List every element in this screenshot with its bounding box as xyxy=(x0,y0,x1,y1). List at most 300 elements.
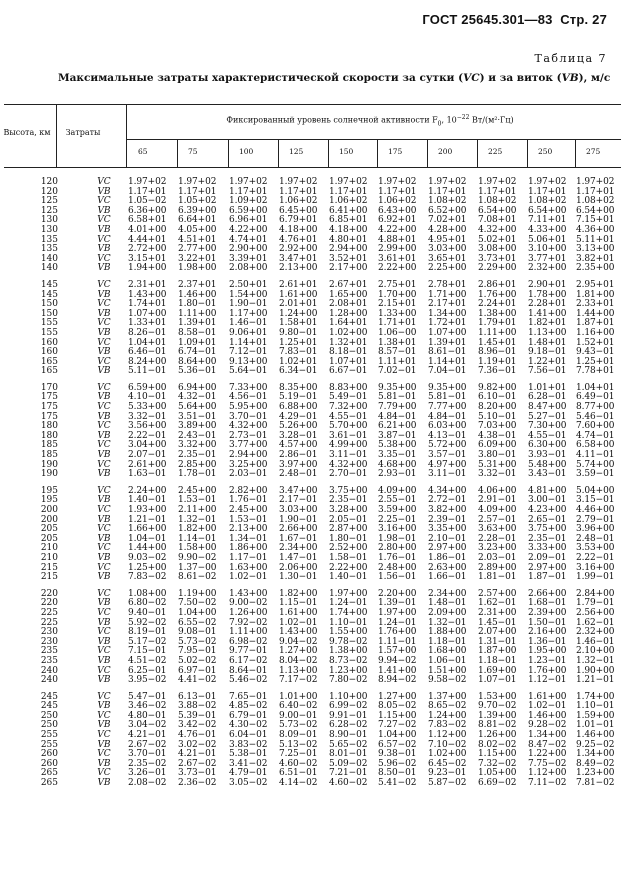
value-cell: 2.06+00 xyxy=(279,562,318,573)
value-cell: 3.56+00 xyxy=(128,421,167,432)
value-cell: 1.76−01 xyxy=(229,495,268,506)
value-cell: 4.88+01 xyxy=(378,234,417,245)
value-cell: 4.21−01 xyxy=(178,749,217,760)
altitude-cell: 185 xyxy=(40,440,58,451)
value-cell: 2.22−01 xyxy=(128,430,167,441)
value-cell: 2.86−01 xyxy=(279,450,318,461)
level-divider xyxy=(427,140,428,168)
value-cell: 2.10−01 xyxy=(428,533,467,544)
value-cell: 1.97+00 xyxy=(329,588,368,599)
value-cell: 3.82+01 xyxy=(576,253,615,264)
value-cell: 9.38−01 xyxy=(378,749,417,760)
value-cell: 5.73−02 xyxy=(279,720,318,731)
value-cell: 2.80+00 xyxy=(378,543,417,554)
table-header xyxy=(0,104,629,168)
value-cell: 2.03−01 xyxy=(478,552,517,563)
value-cell: 2.31+00 xyxy=(478,607,517,618)
value-cell: 4.60−02 xyxy=(329,778,368,789)
value-cell: 3.47+00 xyxy=(279,485,318,496)
value-cell: 6.09+00 xyxy=(478,440,517,451)
table-number: Таблица 7 xyxy=(534,52,607,65)
altitude-cell: 130 xyxy=(40,215,58,226)
altitude-cell: 175 xyxy=(40,392,58,403)
value-cell: 6.79−01 xyxy=(229,710,268,721)
value-cell: 4.55−01 xyxy=(329,411,368,422)
value-cell: 2.43−01 xyxy=(178,430,217,441)
value-cell: 1.44+00 xyxy=(128,543,167,554)
value-cell: 4.74−01 xyxy=(576,430,615,441)
altitude-cell: 175 xyxy=(40,402,58,413)
value-cell: 2.09−01 xyxy=(528,552,567,563)
value-cell: 3.23+00 xyxy=(478,543,517,554)
altitude-cell: 125 xyxy=(40,196,58,207)
value-cell: 4.05+00 xyxy=(178,224,217,235)
value-cell: 2.89+00 xyxy=(478,562,517,573)
altitude-cell: 255 xyxy=(40,730,58,741)
value-cell: 8.94−02 xyxy=(378,675,417,686)
altitude-cell: 225 xyxy=(40,607,58,618)
value-cell: 2.35−01 xyxy=(528,533,567,544)
cost-cell: VC xyxy=(97,710,111,721)
value-cell: 5.11−01 xyxy=(128,366,167,377)
value-cell: 6.46−01 xyxy=(128,347,167,358)
value-cell: 6.79+01 xyxy=(279,215,318,226)
group-units: Вт/(м²·Гц) xyxy=(469,115,514,125)
value-cell: 2.77+00 xyxy=(178,244,217,255)
row-group xyxy=(0,281,629,377)
value-cell: 2.78+01 xyxy=(428,279,467,290)
value-cell: 1.66+00 xyxy=(128,524,167,535)
value-cell: 2.17−01 xyxy=(279,495,318,506)
value-cell: 1.32−01 xyxy=(576,655,615,666)
value-cell: 3.83−02 xyxy=(229,739,268,750)
altitude-cell: 260 xyxy=(40,749,58,760)
value-cell: 1.97+02 xyxy=(329,177,368,187)
level-divider xyxy=(278,140,279,168)
value-cell: 7.12−01 xyxy=(229,347,268,358)
value-cell: 1.53+00 xyxy=(478,691,517,702)
value-cell: 2.25+00 xyxy=(428,263,467,274)
value-cell: 1.94+00 xyxy=(128,263,167,274)
value-cell: 1.62−01 xyxy=(576,617,615,628)
value-cell: 9.91−01 xyxy=(329,710,368,721)
altitude-cell: 195 xyxy=(40,495,58,506)
value-cell: 1.71+01 xyxy=(378,318,417,329)
value-cell: 3.65+01 xyxy=(428,253,467,264)
value-cell: 3.13+00 xyxy=(576,244,615,255)
value-cell: 5.19−01 xyxy=(279,392,318,403)
value-cell: 1.78−01 xyxy=(178,469,217,480)
value-cell: 8.90−01 xyxy=(329,730,368,741)
altitude-cell: 245 xyxy=(40,691,58,702)
value-cell: 4.33+00 xyxy=(528,224,567,235)
value-cell: 1.70+00 xyxy=(378,289,417,300)
value-cell: 1.06+02 xyxy=(378,196,417,207)
value-cell: 5.74+00 xyxy=(576,459,615,470)
value-cell: 5.95+00 xyxy=(229,402,268,413)
cost-cell: VC xyxy=(97,562,111,573)
cost-cell: VC xyxy=(97,421,111,432)
value-cell: 8.20+00 xyxy=(478,402,517,413)
value-cell: 1.39+01 xyxy=(178,318,217,329)
altitude-cell: 175 xyxy=(40,411,58,422)
value-cell: 4.32+00 xyxy=(229,421,268,432)
cost-cell: VB xyxy=(97,366,111,377)
value-cell: 2.57+00 xyxy=(478,588,517,599)
altitude-cell: 255 xyxy=(40,739,58,750)
level-header: 100 xyxy=(239,147,254,156)
value-cell: 4.46+00 xyxy=(576,505,615,515)
value-cell: 1.14+01 xyxy=(229,337,268,348)
value-cell: 1.06+02 xyxy=(329,196,368,207)
cost-cell: VB xyxy=(97,720,111,731)
table-caption xyxy=(58,72,611,84)
value-cell: 6.58+01 xyxy=(128,215,167,226)
value-cell: 2.61+01 xyxy=(279,279,318,290)
value-cell: 1.21−01 xyxy=(576,675,615,686)
value-cell: 1.04+01 xyxy=(576,382,615,393)
table-row xyxy=(0,779,629,789)
value-cell: 3.57−01 xyxy=(428,450,467,461)
altitude-cell: 165 xyxy=(40,366,58,377)
value-cell: 5.02−02 xyxy=(178,655,217,666)
value-cell: 7.15+01 xyxy=(576,215,615,226)
altitude-cell: 150 xyxy=(40,308,58,319)
value-cell: 1.38+00 xyxy=(329,646,368,657)
value-cell: 1.36−01 xyxy=(528,636,567,647)
value-cell: 1.80−01 xyxy=(178,299,217,310)
value-cell: 2.66+00 xyxy=(528,588,567,599)
value-cell: 7.03+00 xyxy=(478,421,517,432)
value-cell: 2.20+00 xyxy=(378,588,417,599)
value-cell: 1.19+01 xyxy=(478,356,517,367)
value-cell: 1.01−01 xyxy=(576,720,615,731)
value-cell: 6.88+00 xyxy=(279,402,318,413)
value-cell: 3.47+01 xyxy=(279,253,318,264)
value-cell: 2.48+00 xyxy=(378,562,417,573)
value-cell: 4.09+00 xyxy=(378,485,417,496)
value-cell: 5.33+00 xyxy=(128,402,167,413)
value-cell: 1.01+01 xyxy=(528,382,567,393)
value-cell: 8.01−01 xyxy=(329,749,368,760)
cost-cell: VC xyxy=(97,588,111,599)
value-cell: 5.81−01 xyxy=(428,392,467,403)
value-cell: 4.60−02 xyxy=(279,758,318,769)
value-cell: 1.74+00 xyxy=(576,691,615,702)
value-cell: 5.27−01 xyxy=(528,411,567,422)
value-cell: 1.53−01 xyxy=(178,495,217,506)
value-cell: 4.11−01 xyxy=(576,450,615,461)
value-cell: 4.23+00 xyxy=(528,505,567,515)
value-cell: 3.10+00 xyxy=(528,244,567,255)
level-header: 250 xyxy=(538,147,553,156)
value-cell: 6.28−01 xyxy=(528,392,567,403)
value-cell: 4.44+01 xyxy=(128,234,167,245)
altitude-cell: 145 xyxy=(40,279,58,290)
altitude-cell: 135 xyxy=(40,244,58,255)
value-cell: 2.79−01 xyxy=(576,514,615,525)
value-cell: 4.10−01 xyxy=(128,392,167,403)
altitude-cell: 180 xyxy=(40,421,58,432)
value-cell: 4.29−01 xyxy=(279,411,318,422)
value-cell: 2.45+00 xyxy=(229,505,268,515)
value-cell: 2.55−01 xyxy=(378,495,417,506)
value-cell: 7.65−01 xyxy=(229,691,268,702)
value-cell: 4.99+00 xyxy=(329,440,368,451)
value-cell: 1.37−00 xyxy=(178,562,217,573)
value-cell: 1.08+00 xyxy=(128,588,167,599)
value-cell: 8.02−02 xyxy=(478,739,517,750)
value-cell: 7.36−01 xyxy=(478,366,517,377)
value-cell: 1.10−01 xyxy=(329,617,368,628)
value-cell: 5.81−01 xyxy=(378,392,417,403)
value-cell: 2.11+00 xyxy=(178,505,217,515)
value-cell: 5.96−02 xyxy=(378,758,417,769)
value-cell: 9.04−02 xyxy=(279,636,318,647)
value-cell: 2.57−01 xyxy=(478,514,517,525)
value-cell: 9.58−02 xyxy=(428,675,467,686)
value-cell: 4.32+00 xyxy=(478,224,517,235)
altitude-cell: 195 xyxy=(40,485,58,496)
value-cell: 1.53−01 xyxy=(229,514,268,525)
value-cell: 1.90+00 xyxy=(576,665,615,676)
value-cell: 1.02+00 xyxy=(329,327,368,338)
value-cell: 1.17+01 xyxy=(128,186,167,197)
value-cell: 2.08+01 xyxy=(329,299,368,310)
column-altitude: Высота, км xyxy=(3,128,51,137)
value-cell: 1.55+00 xyxy=(329,627,368,638)
value-cell: 1.82+00 xyxy=(178,524,217,535)
value-cell: 8.65−02 xyxy=(428,701,467,712)
cost-cell: VC xyxy=(97,215,111,226)
value-cell: 1.24−01 xyxy=(378,617,417,628)
altitude-cell: 125 xyxy=(40,205,58,216)
value-cell: 5.17−02 xyxy=(128,636,167,647)
value-cell: 2.22−01 xyxy=(576,552,615,563)
value-cell: 1.63+00 xyxy=(229,562,268,573)
value-cell: 1.40−01 xyxy=(329,572,368,583)
cost-cell: VC xyxy=(97,665,111,676)
value-cell: 1.11+00 xyxy=(178,308,217,319)
value-cell: 4.84−01 xyxy=(428,411,467,422)
value-cell: 1.74+01 xyxy=(128,299,167,310)
value-cell: 1.32−01 xyxy=(428,617,467,628)
value-cell: 3.73+01 xyxy=(478,253,517,264)
value-cell: 1.17+01 xyxy=(229,186,268,197)
value-cell: 7.83−01 xyxy=(279,347,318,358)
value-cell: 3.70−01 xyxy=(229,411,268,422)
value-cell: 1.25+00 xyxy=(128,562,167,573)
value-cell: 6.80−02 xyxy=(128,598,167,609)
value-cell: 1.66−01 xyxy=(428,572,467,583)
cost-cell: VB xyxy=(97,598,111,609)
value-cell: 9.35+00 xyxy=(428,382,467,393)
value-cell: 3.77+00 xyxy=(229,440,268,451)
value-cell: 3.77+01 xyxy=(528,253,567,264)
value-cell: 1.34+00 xyxy=(576,749,615,760)
value-cell: 1.12+00 xyxy=(428,730,467,741)
value-cell: 9.77−01 xyxy=(229,646,268,657)
value-cell: 1.68+00 xyxy=(428,646,467,657)
value-cell: 2.94+00 xyxy=(329,244,368,255)
value-cell: 3.03+00 xyxy=(428,244,467,255)
value-cell: 2.17+01 xyxy=(428,299,467,310)
value-cell: 8.77+00 xyxy=(576,402,615,413)
value-cell: 6.67−01 xyxy=(329,366,368,377)
value-cell: 6.54+00 xyxy=(576,205,615,216)
value-cell: 2.97+00 xyxy=(428,543,467,554)
value-cell: 1.27+00 xyxy=(279,646,318,657)
value-cell: 1.15+00 xyxy=(478,749,517,760)
value-cell: 7.02−01 xyxy=(378,366,417,377)
value-cell: 9.28−02 xyxy=(528,720,567,731)
value-cell: 1.05+02 xyxy=(178,196,217,207)
cost-cell: VB xyxy=(97,495,111,506)
value-cell: 1.87−01 xyxy=(528,572,567,583)
cost-cell: VB xyxy=(97,347,111,358)
value-cell: 4.85−02 xyxy=(229,701,268,712)
value-cell: 1.99−01 xyxy=(576,572,615,583)
table-row xyxy=(0,676,629,686)
value-cell: 2.92+00 xyxy=(279,244,318,255)
value-cell: 7.32+00 xyxy=(329,402,368,413)
value-cell: 8.58−01 xyxy=(178,327,217,338)
cost-cell: VC xyxy=(97,234,111,245)
value-cell: 5.92−02 xyxy=(128,617,167,628)
value-cell: 1.51+00 xyxy=(428,665,467,676)
altitude-cell: 235 xyxy=(40,655,58,666)
altitude-cell: 185 xyxy=(40,450,58,461)
value-cell: 2.91−01 xyxy=(478,495,517,506)
value-cell: 2.10+00 xyxy=(576,646,615,657)
value-cell: 2.17+00 xyxy=(329,263,368,274)
value-cell: 4.38−01 xyxy=(478,430,517,441)
value-cell: 1.17+01 xyxy=(478,186,517,197)
cost-cell: VB xyxy=(97,308,111,319)
value-cell: 1.54+00 xyxy=(229,289,268,300)
value-cell: 6.34−01 xyxy=(279,366,318,377)
value-cell: 1.02−01 xyxy=(528,701,567,712)
altitude-cell: 145 xyxy=(40,289,58,300)
value-cell: 6.45−02 xyxy=(428,758,467,769)
value-cell: 4.34+00 xyxy=(428,485,467,496)
value-cell: 1.39+00 xyxy=(478,710,517,721)
value-cell: 1.02−01 xyxy=(229,572,268,583)
value-cell: 8.26−01 xyxy=(128,327,167,338)
altitude-cell: 190 xyxy=(40,469,58,480)
value-cell: 7.33+00 xyxy=(229,382,268,393)
value-cell: 2.93−01 xyxy=(378,469,417,480)
value-cell: 5.36−01 xyxy=(178,366,217,377)
value-cell: 2.56+00 xyxy=(576,607,615,618)
value-cell: 3.53+00 xyxy=(576,543,615,554)
value-cell: 1.86+00 xyxy=(229,543,268,554)
value-cell: 1.24+00 xyxy=(279,308,318,319)
value-cell: 2.08+00 xyxy=(229,263,268,274)
altitude-cell: 240 xyxy=(40,665,58,676)
value-cell: 1.24−01 xyxy=(329,598,368,609)
cost-cell: VC xyxy=(97,318,111,329)
value-cell: 6.99−02 xyxy=(329,701,368,712)
value-cell: 7.60+00 xyxy=(576,421,615,432)
value-cell: 2.22+00 xyxy=(329,562,368,573)
cost-cell: VC xyxy=(97,459,111,470)
value-cell: 2.66+00 xyxy=(279,524,318,535)
value-cell: 1.59+00 xyxy=(576,710,615,721)
table-body xyxy=(0,178,629,789)
value-cell: 5.13−02 xyxy=(279,739,318,750)
value-cell: 5.48+00 xyxy=(528,459,567,470)
value-cell: 1.02+01 xyxy=(279,356,318,367)
value-cell: 9.40−01 xyxy=(128,607,167,618)
value-cell: 8.61−02 xyxy=(178,572,217,583)
value-cell: 2.13+00 xyxy=(279,263,318,274)
value-cell: 1.40−01 xyxy=(128,495,167,506)
level-divider xyxy=(328,140,329,168)
value-cell: 1.65+00 xyxy=(329,289,368,300)
value-cell: 1.32−01 xyxy=(178,514,217,525)
value-cell: 2.29+00 xyxy=(478,263,517,274)
row-group xyxy=(0,590,629,686)
value-cell: 2.86+01 xyxy=(478,279,517,290)
value-cell: 1.10−01 xyxy=(576,701,615,712)
value-cell: 1.30−01 xyxy=(279,572,318,583)
value-cell: 1.56−01 xyxy=(378,572,417,583)
value-cell: 3.25+00 xyxy=(229,459,268,470)
altitude-cell: 120 xyxy=(40,177,58,187)
value-cell: 3.80−01 xyxy=(478,450,517,461)
value-cell: 5.39−01 xyxy=(178,710,217,721)
level-divider xyxy=(177,140,178,168)
value-cell: 6.39+00 xyxy=(178,205,217,216)
value-cell: 6.54+00 xyxy=(528,205,567,216)
value-cell: 3.39+01 xyxy=(229,253,268,264)
value-cell: 5.73−02 xyxy=(178,636,217,647)
value-cell: 4.74+01 xyxy=(229,234,268,245)
value-cell: 3.59−01 xyxy=(576,469,615,480)
value-cell: 3.41−02 xyxy=(229,758,268,769)
value-cell: 1.14−01 xyxy=(178,533,217,544)
value-cell: 1.23−01 xyxy=(528,655,567,666)
cost-cell: VB xyxy=(97,224,111,235)
value-cell: 3.15−01 xyxy=(576,495,615,506)
value-cell: 3.96+00 xyxy=(576,524,615,535)
value-cell: 8.19−01 xyxy=(128,627,167,638)
cost-cell: VB xyxy=(97,514,111,525)
value-cell: 1.38+01 xyxy=(378,337,417,348)
value-cell: 1.15−01 xyxy=(279,598,318,609)
value-cell: 1.02+00 xyxy=(428,749,467,760)
level-header: 225 xyxy=(488,147,503,156)
value-cell: 1.97+02 xyxy=(229,177,268,187)
value-cell: 1.97+02 xyxy=(378,177,417,187)
value-cell: 3.05−02 xyxy=(229,778,268,789)
group-subscript: 0 xyxy=(437,120,442,128)
altitude-cell: 210 xyxy=(40,543,58,554)
value-cell: 7.15−01 xyxy=(128,646,167,657)
row-group xyxy=(0,693,629,789)
value-cell: 1.82+00 xyxy=(279,588,318,599)
value-cell: 1.16+00 xyxy=(576,327,615,338)
cost-cell: VB xyxy=(97,675,111,686)
cost-cell: VC xyxy=(97,730,111,741)
altitude-cell: 160 xyxy=(40,347,58,358)
value-cell: 4.68+00 xyxy=(378,459,417,470)
value-cell: 1.39+01 xyxy=(428,337,467,348)
row-group xyxy=(0,384,629,480)
value-cell: 1.15+00 xyxy=(378,710,417,721)
value-cell: 1.04−01 xyxy=(128,533,167,544)
